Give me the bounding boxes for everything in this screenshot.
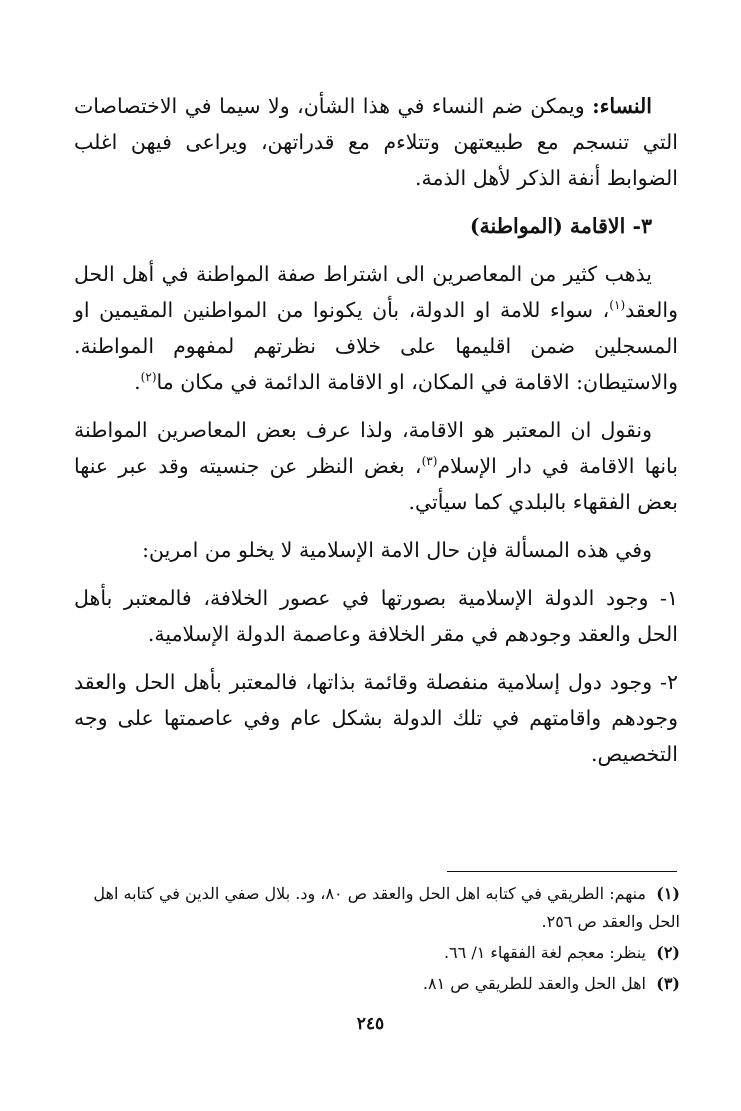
residence-part3: . bbox=[134, 370, 141, 394]
footnote-text: اهل الحل والعقد للطريقي ص ٨١. bbox=[422, 974, 646, 993]
paragraph-intro: وفي هذه المسألة فإن حال الامة الإسلامية لا يخلو من امرين: bbox=[142, 538, 652, 562]
footnote-ref-3[interactable]: (٣) bbox=[421, 454, 438, 469]
paragraph-definition bbox=[74, 412, 678, 520]
footnote-1 bbox=[74, 880, 680, 936]
women-term: النساء: bbox=[592, 94, 652, 118]
footnote-ref-1[interactable]: (١) bbox=[609, 298, 626, 313]
residence-part1: يذهب كثير من المعاصرين الى اشتراط صفة المواطنة في أهل الحل والعقد bbox=[74, 262, 678, 322]
residence-part2: ، سواء للامة او الدولة، بأن يكونوا من المواطنين المقيمين او المسجلين ضمن اقليمها على خلاف نظرتهم لمفهوم المواطنة. والاستيطان: الاقامة في المكان، او الاقامة الدائمة في مكان ما bbox=[74, 298, 678, 394]
women-text: ويمكن ضم النساء في هذا الشأن، ولا سيما في الاختصاصات التي تنسجم مع طبيعتهن وتتلاءم مع قدراتهن، ويراعى فيهن اغلب الضوابط أنفة الذكر لأهل الذمة. bbox=[74, 94, 678, 190]
footnote-divider bbox=[447, 871, 677, 872]
footnote-3 bbox=[74, 970, 680, 998]
paragraph-women bbox=[74, 88, 678, 196]
main-text bbox=[74, 88, 678, 784]
list-item-2: ٢- وجود دول إسلامية منفصلة وقائمة بذاتها، فالمعتبر بأهل الحل والعقد وجودهم واقامتهم في تلك الدولة بشكل عام وفي عاصمتها على وجه التخصيص. bbox=[74, 670, 678, 766]
footnote-2 bbox=[74, 939, 680, 967]
footnote-text: ينظر: معجم لغة الفقهاء ١/ ٦٦. bbox=[443, 943, 646, 962]
footnote-number: (٣) bbox=[656, 974, 680, 993]
footnote-ref-2[interactable]: (٢) bbox=[140, 370, 157, 385]
section-heading-residence: ٣- الاقامة (المواطنة) bbox=[469, 214, 652, 238]
footnote-number: (٢) bbox=[656, 943, 680, 962]
definition-part1: ونقول ان المعتبر هو الاقامة، ولذا عرف بعض المعاصرين المواطنة بانها الاقامة في دار الإسلام bbox=[74, 418, 678, 478]
definition-part2: ، بغض النظر عن جنسيته وقد عبر عنها بعض الفقهاء بالبلدي كما سيأتي. bbox=[74, 454, 678, 514]
footnote-text: منهم: الطريقي في كتابه اهل الحل والعقد ص ٨٠، ود. بلال صفي الدين في كتابه اهل الحل والعقد ص ٢٥٦. bbox=[93, 884, 680, 931]
list-item-1: ١- وجود الدولة الإسلامية بصورتها في عصور الخلافة، فالمعتبر بأهل الحل والعقد وجودهم في مقر الخلافة وعاصمة الدولة الإسلامية. bbox=[74, 586, 678, 646]
footnotes bbox=[74, 880, 680, 1001]
page-number: ٢٤٥ bbox=[356, 1014, 385, 1034]
paragraph-residence bbox=[74, 256, 678, 400]
footnote-number: (١) bbox=[656, 884, 680, 903]
